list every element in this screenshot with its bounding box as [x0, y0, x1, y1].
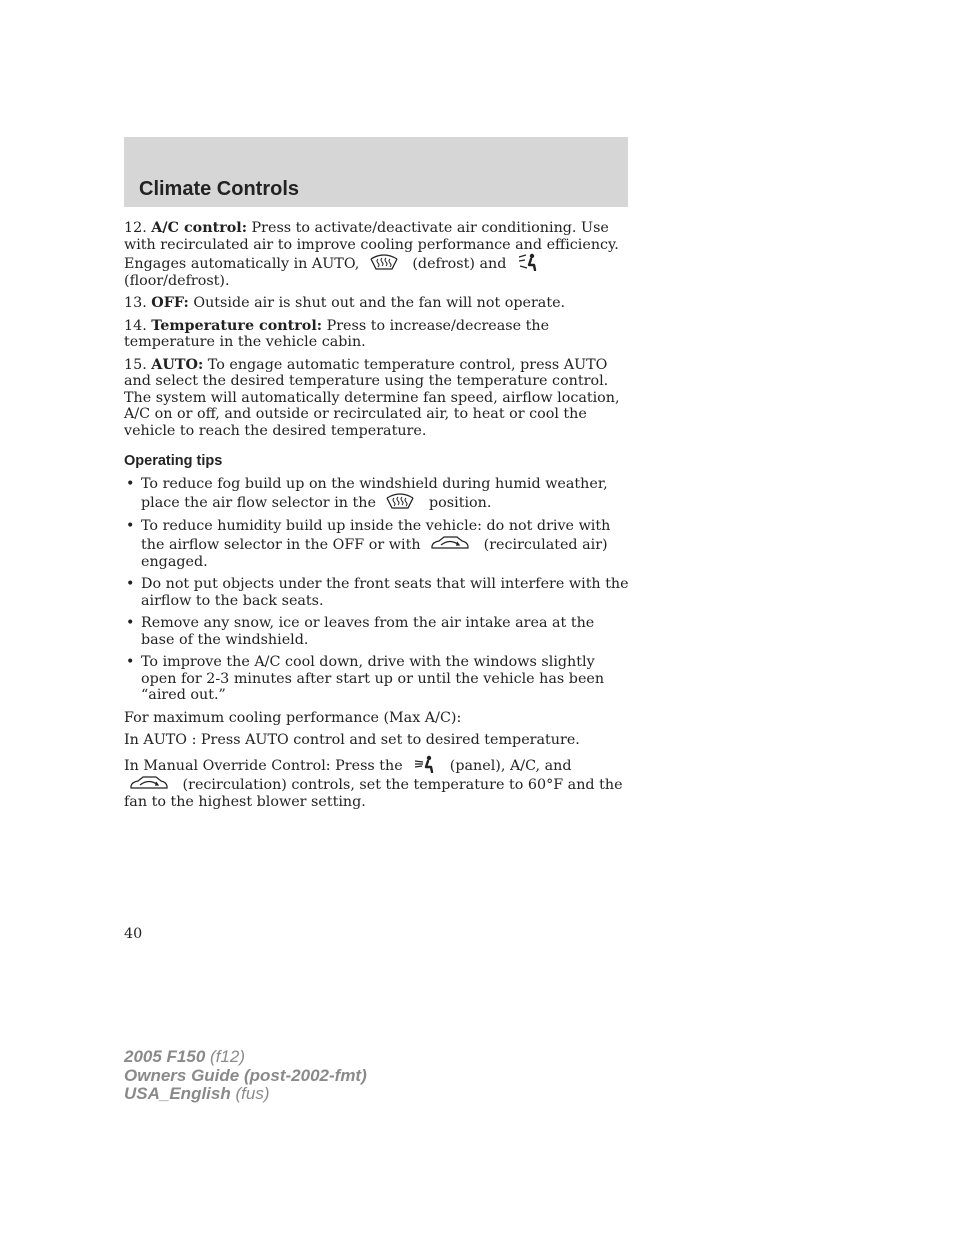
panel-vent-icon	[413, 755, 435, 773]
item-label: AUTO:	[151, 356, 204, 373]
defrost-icon	[370, 253, 398, 271]
tip-text: To improve the A/C cool down, drive with the windows slightly open for 2-3 minutes after start up or until the vehicle has been “aired out.”	[141, 654, 605, 703]
page-title: Climate Controls	[139, 178, 300, 200]
item-text: Outside air is shut out and the fan will not operate.	[193, 295, 566, 311]
max-ac-intro: For maximum cooling performance (Max A/C):	[124, 709, 462, 726]
document-footer	[124, 1048, 367, 1104]
item-temperature-control	[124, 318, 630, 351]
footer-guide-name: Owners Guide (post-2002-fmt)	[124, 1065, 367, 1085]
page-number: 40	[124, 926, 143, 942]
manual-text: In Manual Override Control: Press the	[124, 757, 403, 774]
item-text: Press to activate/deactivate air conditioning. Use with recirculated air to improve cooling performance and efficiency. Engages automatically in AUTO,	[124, 220, 619, 272]
tip-text: Do not put objects under the front seats that will interfere with the airflow to the back seats.	[141, 576, 629, 609]
list-item	[124, 576, 630, 609]
tip-text: To reduce humidity build up inside the vehicle: do not drive with the airflow selector in the OFF or with	[141, 517, 611, 553]
defrost-icon	[386, 492, 414, 510]
recirculation-icon	[130, 774, 168, 792]
tip-text: (recirculated air) engaged.	[141, 537, 608, 570]
item-label: OFF:	[151, 295, 189, 311]
item-text: (floor/defrost).	[124, 272, 230, 289]
bullet: •	[126, 517, 135, 534]
operating-tips-list	[124, 476, 630, 704]
footer-language: USA_English	[124, 1084, 231, 1103]
bullet: •	[126, 576, 135, 592]
footer-language-code: (fus)	[235, 1084, 270, 1103]
bullet: •	[126, 615, 135, 631]
footer-model-code: (f12)	[210, 1047, 245, 1066]
tip-text: To reduce fog build up on the windshield during humid weather, place the air flow selector in the	[141, 475, 608, 511]
item-label: Temperature control:	[151, 317, 323, 334]
item-auto	[124, 357, 630, 440]
item-text: (defrost) and	[412, 256, 507, 272]
footer-line-1	[124, 1048, 367, 1067]
item-text: Press to increase/decrease the temperature in the vehicle cabin.	[124, 317, 550, 350]
main-content	[124, 220, 630, 816]
tip-text: position.	[429, 495, 492, 511]
item-label: A/C control:	[151, 220, 247, 236]
item-number: 14.	[124, 317, 147, 334]
max-ac-auto: In AUTO : Press AUTO control and set to desired temperature.	[124, 732, 580, 748]
footer-line-2	[124, 1067, 367, 1086]
item-number: 12.	[124, 220, 147, 236]
list-item	[124, 518, 630, 571]
bullet: •	[126, 475, 135, 492]
item-off	[124, 295, 630, 312]
floor-defrost-icon	[517, 253, 539, 271]
list-item	[124, 476, 630, 512]
tip-text: Remove any snow, ice or leaves from the air intake area at the base of the windshield.	[141, 615, 595, 648]
manual-text: (recirculation) controls, set the temperature to 60°F and the fan to the highest blower setting.	[124, 777, 623, 810]
list-item	[124, 654, 630, 704]
recirculation-icon	[431, 534, 469, 552]
item-ac-control	[124, 220, 630, 289]
max-ac-manual	[124, 755, 630, 811]
footer-model: 2005 F150	[124, 1047, 206, 1066]
item-number: 13.	[124, 295, 147, 311]
operating-tips-heading: Operating tips	[124, 453, 223, 469]
bullet: •	[126, 654, 135, 670]
manual-text: (panel), A/C, and	[449, 757, 572, 774]
list-item	[124, 615, 630, 648]
item-text: To engage automatic temperature control, press AUTO and select the desired temperature using the temperature control. The system will automatically determine fan speed, airflow location, A/C on or off, and outside or recirculated air, to heat or cool the vehicle to reach the desired temperature.	[124, 356, 620, 439]
header-band	[124, 137, 628, 207]
item-number: 15.	[124, 356, 147, 373]
footer-line-3	[124, 1085, 367, 1104]
